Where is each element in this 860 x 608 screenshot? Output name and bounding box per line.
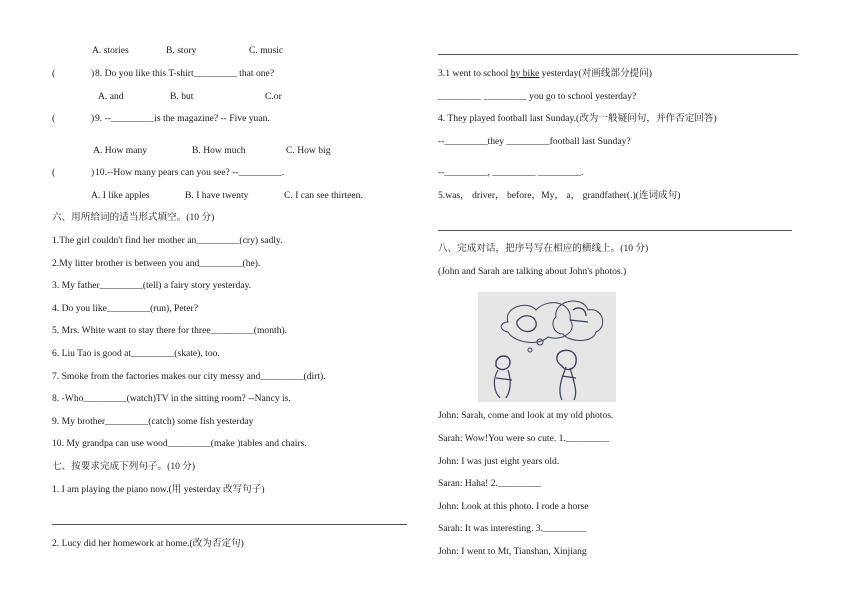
- q9-option-b: B. How much: [192, 145, 246, 156]
- dialogue-line: Saran: Haha! 2._________: [438, 478, 542, 489]
- section-6-item: 8. -Who_________(watch)TV in the sitting room? --Nancy is.: [52, 393, 291, 404]
- q10-answer-paren-open: (: [52, 167, 56, 178]
- section-6-item: 5. Mrs. White want to stay there for three_________(month).: [52, 325, 288, 336]
- section-7-question-1: 1. I am playing the piano now.(用 yesterday 改写句子): [52, 484, 265, 495]
- section-8-intro: (John and Sarah are talking about John's photos.): [438, 266, 627, 277]
- section-6-item: 9. My brother_________(catch) some fish yesterday: [52, 416, 254, 427]
- q8-option-c: C.or: [265, 91, 282, 102]
- q3-text-prefix: 3.1 went to school: [438, 68, 511, 79]
- sketch-photo: [478, 292, 616, 402]
- q8-answer-paren-open: (: [52, 68, 56, 79]
- answer-line: [438, 54, 798, 55]
- q3-answer-line: _________ _________ you go to school yesterday?: [438, 91, 637, 102]
- q9-answer-paren-close: ): [91, 113, 95, 124]
- section-6-item: 10. My grandpa can use wood_________(make )tables and chairs.: [52, 438, 307, 449]
- q10-option-c: C. I can see thirteen.: [284, 190, 363, 201]
- section-6-item: 4. Do you like_________(run), Peter?: [52, 303, 199, 314]
- q10-option-b: B. I have twenty: [185, 190, 249, 201]
- dialogue-line: Sarah: It was interesting. 3._________: [438, 523, 587, 534]
- q10-answer-paren-close: ): [91, 167, 95, 178]
- answer-line: [438, 230, 792, 231]
- dialogue-line: John: I was just eight years old.: [438, 456, 560, 467]
- q4-answer-reply: --_________, _________ _________.: [438, 167, 584, 178]
- q9-option-a: A. How many: [93, 145, 148, 156]
- right-q4: 4. They played football last Sunday.(改为一般疑问句，并作否定回答): [438, 113, 717, 124]
- q3-text-suffix: yesterday(对画线部分提问): [539, 68, 652, 79]
- dialogue-line: John: Sarah, come and look at my old photos.: [438, 410, 614, 421]
- right-q3: [438, 68, 652, 80]
- q9-question: 9. --_________is the magazine? -- Five yuan.: [95, 113, 270, 124]
- q7-option-b: B. story: [166, 45, 197, 56]
- section-6-item: 3. My father_________(tell) a fairy story yesterday.: [52, 280, 252, 291]
- section-6-title: 六、用所给词的适当形式填空。(10 分): [52, 212, 215, 223]
- q8-option-b: B. but: [170, 91, 194, 102]
- section-6-item: 2.My litter brother is between you and_________(he).: [52, 258, 261, 269]
- answer-line: [52, 524, 407, 525]
- q10-question: 10.--How many pears can you see? --_________.: [95, 167, 285, 178]
- dialogue-line: John: Look at this photo. I rode a horse: [438, 501, 589, 512]
- q4-answer-question: --_________they _________football last Sunday?: [438, 136, 631, 147]
- q9-answer-paren-open: (: [52, 113, 56, 124]
- dialogue-line: Sarah: Wow!You were so cute. 1._________: [438, 433, 610, 444]
- right-q5: 5.was， driver， before，My， a， grandfather(.)(连词成句): [438, 190, 681, 201]
- q9-option-c: C. How big: [286, 145, 331, 156]
- section-6-item: 1.The girl couldn't find her mother an_________(cry) sadly.: [52, 235, 283, 246]
- section-7-question-2: 2. Lucy did her homework at home.(改为否定句): [52, 538, 244, 549]
- q10-option-a: A. I like apples: [91, 190, 150, 201]
- q8-answer-paren-close: ): [91, 68, 95, 79]
- section-6-item: 6. Liu Tao is good at_________(skate), too.: [52, 348, 220, 359]
- section-7-title: 七、按要求完成下列句子。(10 分): [52, 461, 196, 472]
- q3-underlined-phrase: by bike: [510, 68, 540, 79]
- dialogue-line: John: I went to Mt, Tianshan, Xinjiang: [438, 546, 587, 557]
- q8-question: 8. Do you like this T-shirt_________ that one?: [95, 68, 275, 79]
- q7-option-a: A. stories: [92, 45, 129, 56]
- q7-option-c: C. music: [249, 45, 284, 56]
- section-8-title: 八、完成对话，把序号写在相应的横线上。(10 分): [438, 243, 649, 254]
- q8-option-a: A. and: [98, 91, 124, 102]
- section-6-item: 7. Smoke from the factories makes our city messy and_________(dirt).: [52, 371, 326, 382]
